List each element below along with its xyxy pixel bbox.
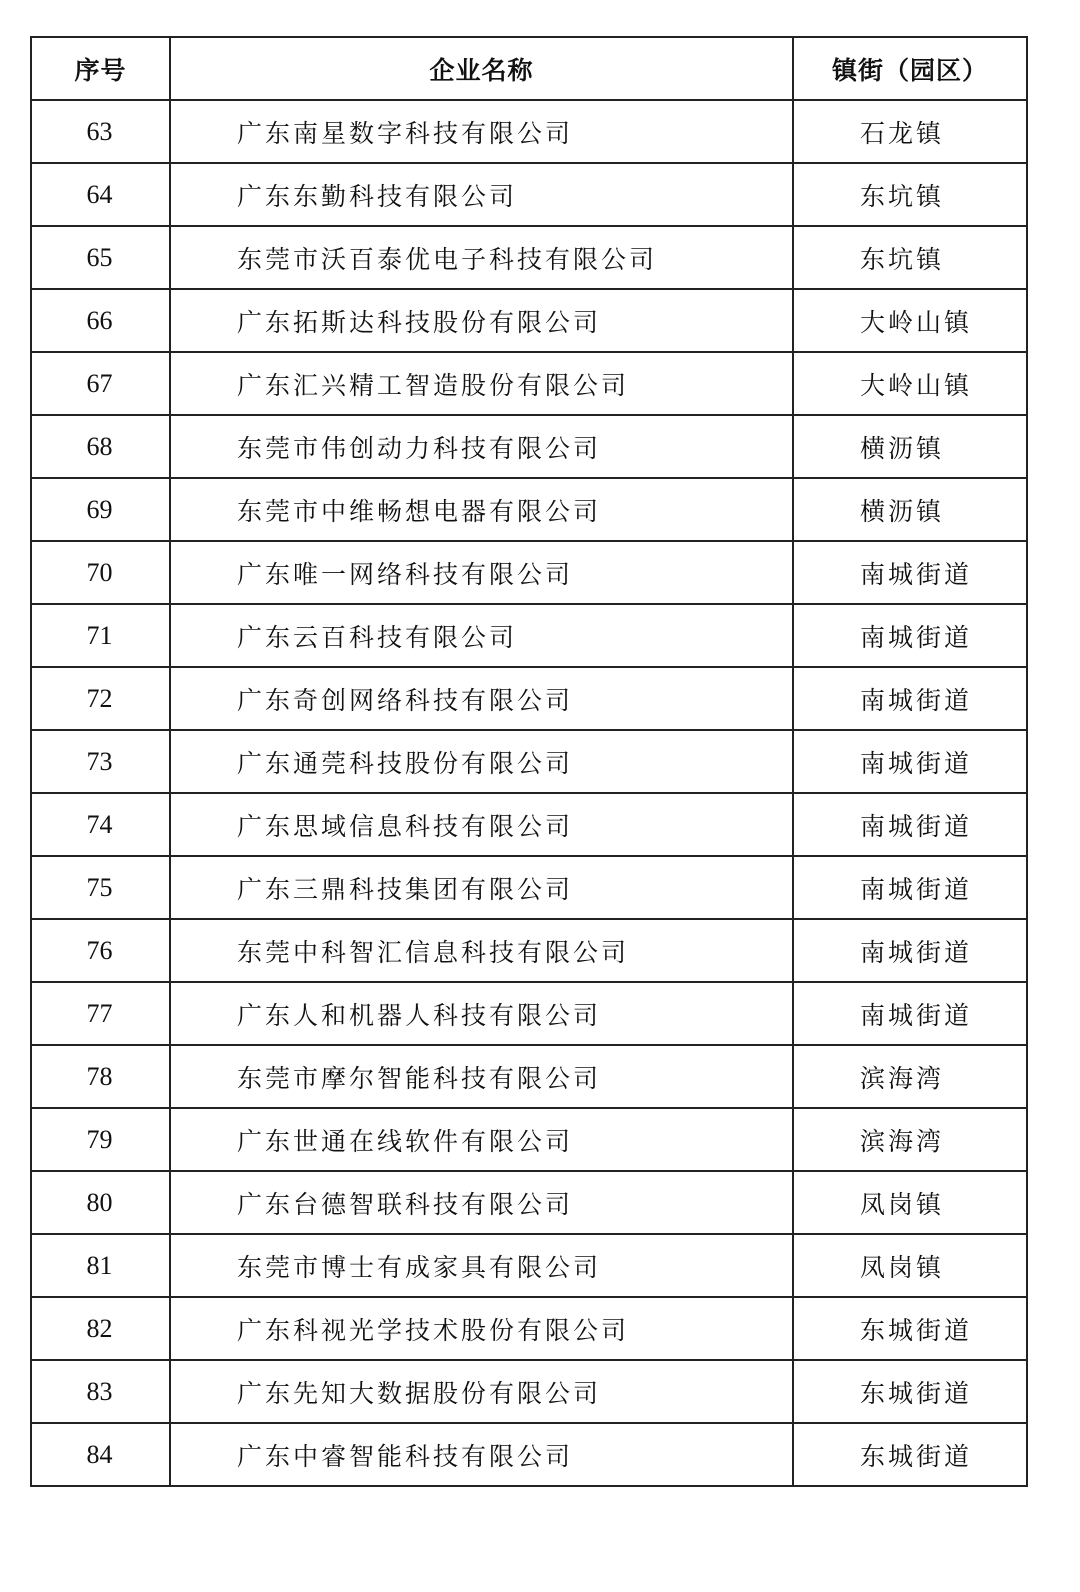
table-row <box>31 100 1027 163</box>
company-name: 广东东勤科技有限公司 <box>170 163 793 226</box>
company-list-table-container <box>30 36 1026 1487</box>
town-name: 南城街道 <box>793 856 1027 919</box>
town-name: 南城街道 <box>793 982 1027 1045</box>
table-row <box>31 1045 1027 1108</box>
table-header <box>31 37 1027 100</box>
table-row <box>31 478 1027 541</box>
row-index: 66 <box>31 289 170 352</box>
company-name: 广东思域信息科技有限公司 <box>170 793 793 856</box>
table-row <box>31 1234 1027 1297</box>
company-name: 东莞市伟创动力科技有限公司 <box>170 415 793 478</box>
row-index: 82 <box>31 1297 170 1360</box>
company-name: 广东南星数字科技有限公司 <box>170 100 793 163</box>
table-row <box>31 1297 1027 1360</box>
table-row <box>31 289 1027 352</box>
row-index: 68 <box>31 415 170 478</box>
town-name: 南城街道 <box>793 667 1027 730</box>
row-index: 63 <box>31 100 170 163</box>
table-row <box>31 541 1027 604</box>
town-name: 凤岗镇 <box>793 1234 1027 1297</box>
company-name: 广东世通在线软件有限公司 <box>170 1108 793 1171</box>
company-name: 广东人和机器人科技有限公司 <box>170 982 793 1045</box>
row-index: 71 <box>31 604 170 667</box>
row-index: 73 <box>31 730 170 793</box>
town-name: 东坑镇 <box>793 226 1027 289</box>
row-index: 76 <box>31 919 170 982</box>
company-name: 广东台德智联科技有限公司 <box>170 1171 793 1234</box>
town-name: 东城街道 <box>793 1423 1027 1486</box>
town-name: 南城街道 <box>793 793 1027 856</box>
row-index: 70 <box>31 541 170 604</box>
row-index: 72 <box>31 667 170 730</box>
row-index: 65 <box>31 226 170 289</box>
row-index: 79 <box>31 1108 170 1171</box>
town-name: 南城街道 <box>793 919 1027 982</box>
table-row <box>31 1360 1027 1423</box>
company-name: 广东云百科技有限公司 <box>170 604 793 667</box>
row-index: 69 <box>31 478 170 541</box>
row-index: 67 <box>31 352 170 415</box>
row-index: 83 <box>31 1360 170 1423</box>
table-row <box>31 982 1027 1045</box>
company-name: 东莞市沃百泰优电子科技有限公司 <box>170 226 793 289</box>
row-index: 77 <box>31 982 170 1045</box>
row-index: 74 <box>31 793 170 856</box>
town-name: 横沥镇 <box>793 478 1027 541</box>
town-name: 滨海湾 <box>793 1108 1027 1171</box>
town-name: 大岭山镇 <box>793 352 1027 415</box>
row-index: 81 <box>31 1234 170 1297</box>
company-name: 广东中睿智能科技有限公司 <box>170 1423 793 1486</box>
company-name: 东莞中科智汇信息科技有限公司 <box>170 919 793 982</box>
row-index: 75 <box>31 856 170 919</box>
table-row <box>31 163 1027 226</box>
header-index: 序号 <box>31 37 170 100</box>
table-row <box>31 730 1027 793</box>
header-company-name: 企业名称 <box>170 37 793 100</box>
town-name: 横沥镇 <box>793 415 1027 478</box>
town-name: 东城街道 <box>793 1297 1027 1360</box>
table-row <box>31 1108 1027 1171</box>
town-name: 南城街道 <box>793 730 1027 793</box>
table-row <box>31 604 1027 667</box>
town-name: 南城街道 <box>793 541 1027 604</box>
company-name: 广东科视光学技术股份有限公司 <box>170 1297 793 1360</box>
town-name: 大岭山镇 <box>793 289 1027 352</box>
town-name: 东坑镇 <box>793 163 1027 226</box>
header-row <box>31 37 1027 100</box>
header-town: 镇街（园区） <box>793 37 1027 100</box>
company-name: 广东唯一网络科技有限公司 <box>170 541 793 604</box>
town-name: 凤岗镇 <box>793 1171 1027 1234</box>
table-row <box>31 793 1027 856</box>
row-index: 84 <box>31 1423 170 1486</box>
company-name: 东莞市摩尔智能科技有限公司 <box>170 1045 793 1108</box>
town-name: 南城街道 <box>793 604 1027 667</box>
row-index: 78 <box>31 1045 170 1108</box>
table-row <box>31 856 1027 919</box>
company-list-table <box>30 36 1028 1487</box>
table-row <box>31 1171 1027 1234</box>
table-row <box>31 919 1027 982</box>
table-row <box>31 415 1027 478</box>
town-name: 东城街道 <box>793 1360 1027 1423</box>
company-name: 广东奇创网络科技有限公司 <box>170 667 793 730</box>
company-name: 东莞市博士有成家具有限公司 <box>170 1234 793 1297</box>
company-name: 广东通莞科技股份有限公司 <box>170 730 793 793</box>
table-row <box>31 1423 1027 1486</box>
table-row <box>31 352 1027 415</box>
town-name: 石龙镇 <box>793 100 1027 163</box>
company-name: 广东拓斯达科技股份有限公司 <box>170 289 793 352</box>
row-index: 64 <box>31 163 170 226</box>
table-body <box>31 100 1027 1486</box>
table-row <box>31 226 1027 289</box>
company-name: 广东汇兴精工智造股份有限公司 <box>170 352 793 415</box>
company-name: 东莞市中维畅想电器有限公司 <box>170 478 793 541</box>
row-index: 80 <box>31 1171 170 1234</box>
company-name: 广东三鼎科技集团有限公司 <box>170 856 793 919</box>
town-name: 滨海湾 <box>793 1045 1027 1108</box>
company-name: 广东先知大数据股份有限公司 <box>170 1360 793 1423</box>
table-row <box>31 667 1027 730</box>
